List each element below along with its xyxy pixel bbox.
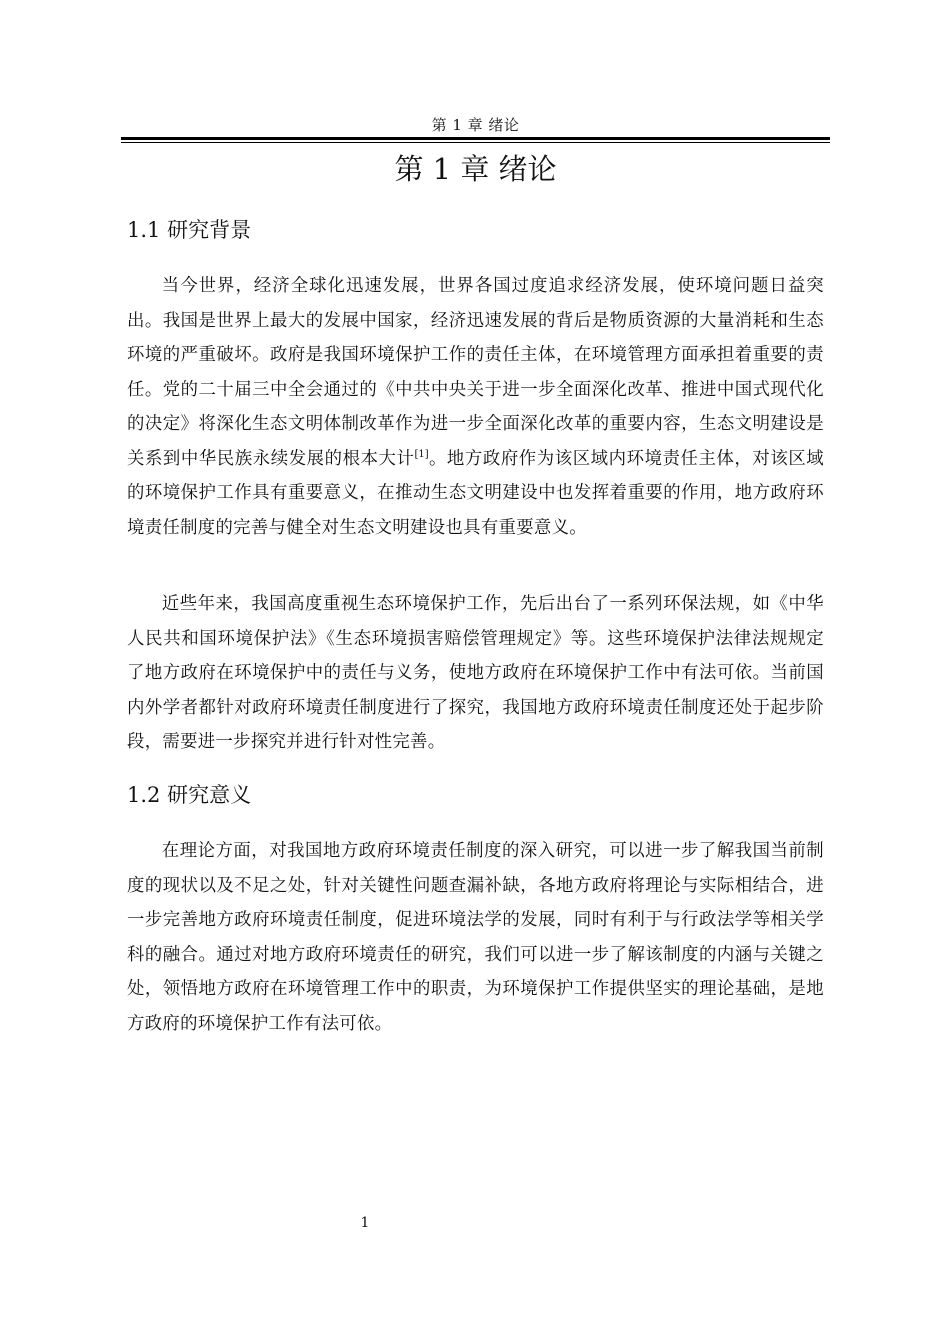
paragraph-text: 。地方政府作为该区域内环境责任主体，对该区域的环境保护工作具有重要意义，在推动生态文明建设中也发挥着重要的作用，地方政府环境责任制度的完善与健全对生态文明建设也具有重要意义。 <box>127 448 824 538</box>
citation-marker: [1] <box>414 448 429 460</box>
section-heading-1-1: 1.1 研究背景 <box>127 218 252 242</box>
paragraph-text: 当今世界，经济全球化迅速发展，世界各国过度追求经济发展，使环境问题日益突出。我国是世界上最大的发展中国家，经济迅速发展的背后是物质资源的大量消耗和生态环境的严重破坏。政府是我国环境保护工作的责任主体，在环境管理方面承担着重要的责任。党的二十届三中全会通过的《中共中央关于进一步全面深化改革、推进中国式现代化的决定》将深化生态文明体制改革作为进一步全面深化改革的重要内容，生态文明建设是关系到中华民族永续发展的根本大计 <box>127 276 824 469</box>
chapter-title: 第 1 章 绪论 <box>394 152 557 186</box>
page-number: 1 <box>360 1215 370 1231</box>
header-rule-thin <box>121 142 830 143</box>
running-header: 第 1 章 绪论 <box>431 116 520 134</box>
paragraph-significance-1: 在理论方面，对我国地方政府环境责任制度的深入研究，可以进一步了解我国当前制度的现状以及不足之处，针对关键性问题查漏补缺，各地方政府将理论与实际相结合，进一步完善地方政府环境责任制度，促进环境法学的发展，同时有利于与行政法学等相关学科的融合。通过对地方政府环境责任的研究，我们可以进一步了解该制度的内涵与关键之处，领悟地方政府在环境管理工作中的职责，为环境保护工作提供坚实的理论基础，是地方政府的环境保护工作有法可依。 <box>127 841 824 1034</box>
paragraph-background-1 <box>127 269 824 545</box>
paragraph-background-2: 近些年来，我国高度重视生态环境保护工作，先后出台了一系列环保法规，如《中华人民共和国环境保护法》《生态环境损害赔偿管理规定》等。这些环境保护法律法规规定了地方政府在环境保护中的责任与义务，使地方政府在环境保护工作中有法可依。当前国内外学者都针对政府环境责任制度进行了探究，我国地方政府环境责任制度还处于起步阶段，需要进一步探究并进行针对性完善。 <box>127 594 824 752</box>
header-rule-thick <box>121 137 830 140</box>
section-heading-1-2: 1.2 研究意义 <box>127 783 252 807</box>
